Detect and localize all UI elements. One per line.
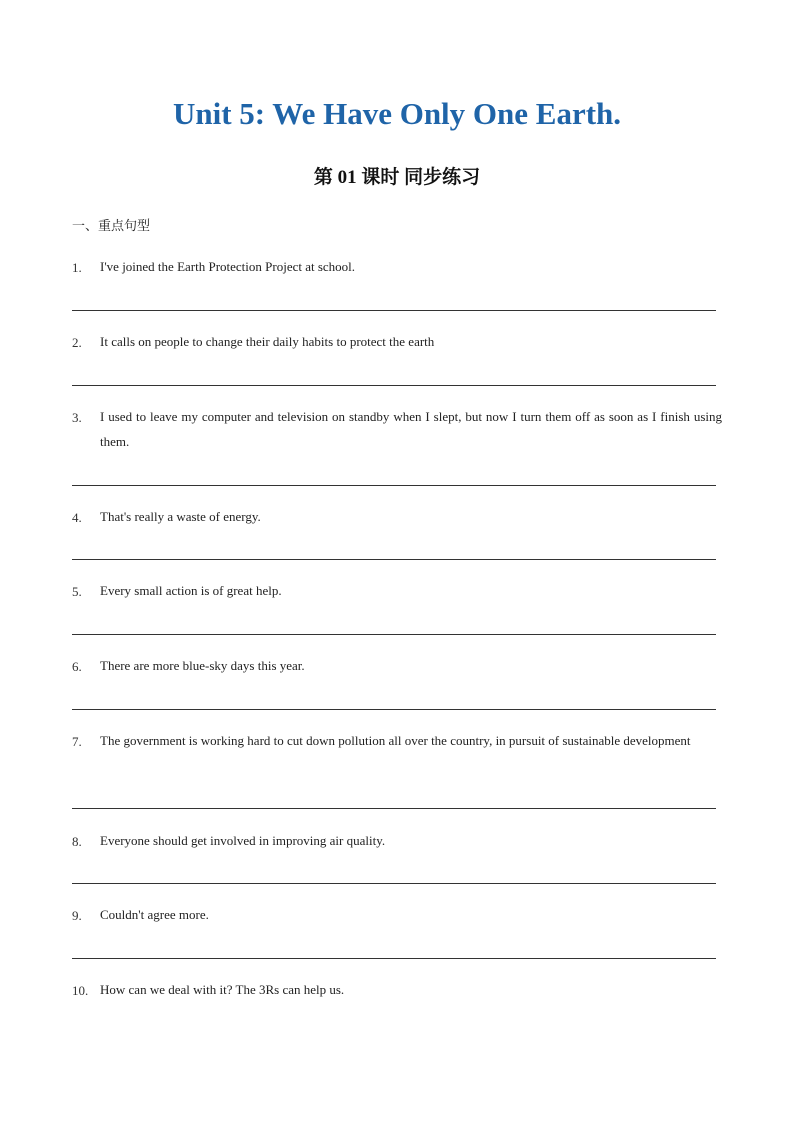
answer-line-1[interactable]: [72, 310, 716, 311]
sentence-item-5: [72, 578, 722, 603]
sentence-text: There are more blue-sky days this year.: [100, 658, 305, 673]
sentence-item-2: [72, 329, 722, 354]
sentence-text: I used to leave my computer and television on standby when I slept, but now I turn them off as soon as I finish using them.: [100, 409, 722, 449]
answer-line-8[interactable]: [72, 883, 716, 884]
answer-line-5[interactable]: [72, 634, 716, 635]
sentence-text: How can we deal with it? The 3Rs can help us.: [100, 982, 345, 997]
sentence-text: The government is working hard to cut down pollution all over the country, in pursuit of sustainable development: [100, 733, 691, 748]
item-number: 1.: [72, 260, 82, 275]
section-heading: 一、重点句型: [72, 219, 151, 234]
item-number: 5.: [72, 584, 82, 599]
sentence-text: Every small action is of great help.: [100, 583, 282, 598]
sentence-text: That's really a waste of energy.: [100, 509, 261, 524]
item-number: 7.: [72, 734, 82, 749]
answer-line-3[interactable]: [72, 485, 716, 486]
lesson-subtitle: 第 01 课时 同步练习: [313, 167, 481, 188]
sentence-item-3: [72, 404, 722, 454]
item-number: 8.: [72, 834, 82, 849]
item-number: 4.: [72, 510, 82, 525]
answer-line-6[interactable]: [72, 709, 716, 710]
sentence-text: I've joined the Earth Protection Project at school.: [100, 259, 356, 274]
sentence-item-9: [72, 902, 722, 927]
sentence-item-10: [72, 977, 722, 1002]
answer-line-7[interactable]: [72, 808, 716, 809]
sentence-text: Everyone should get involved in improving air quality.: [100, 833, 386, 848]
sentence-text: It calls on people to change their daily habits to protect the earth: [100, 334, 435, 349]
sentence-item-1: [72, 254, 722, 279]
document-title: Unit 5: We Have Only One Earth.: [172, 96, 622, 131]
sentence-item-8: [72, 828, 722, 853]
sentence-item-4: [72, 504, 722, 529]
sentence-item-7: [72, 728, 722, 753]
item-number: 9.: [72, 908, 82, 923]
sentence-text: Couldn't agree more.: [100, 907, 209, 922]
sentence-item-6: [72, 653, 722, 678]
answer-line-4[interactable]: [72, 559, 716, 560]
item-number: 10.: [72, 983, 89, 998]
answer-line-2[interactable]: [72, 385, 716, 386]
item-number: 3.: [72, 410, 82, 425]
item-number: 2.: [72, 335, 82, 350]
item-number: 6.: [72, 659, 82, 674]
answer-line-9[interactable]: [72, 958, 716, 959]
